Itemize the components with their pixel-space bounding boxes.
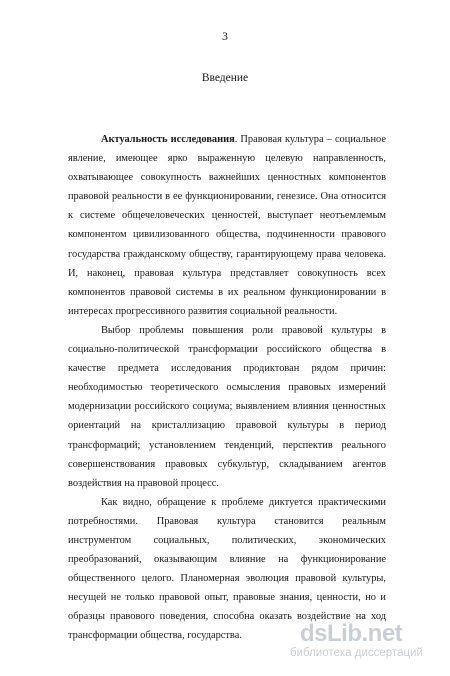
watermark <box>290 620 440 664</box>
watermark-caption: библиотека диссертаций <box>290 647 423 659</box>
paragraph-text: Выбор проблемы повышения роли правовой культуры в социально-политической трансформации российского общества в качестве предмета исследования продиктован рядом причин: необходимостью теоретического осмысления правовых измерений модернизации российского социума; выявлением влияния ценностных ориентаций на кристаллизацию правовой культуры в период трансформаций; установлением тенденций, перспектив реального совершенствования правовых субкультур, складыванием агентов воздействия на правовой процесс. <box>68 324 386 489</box>
paragraph-text: . Правовая культура – социальное явление, имеющее ярко выраженную целевую направленность, охватывающее совокупность важнейших ценностных компонентов правовой реальности в ее функционировании, генезисе. Она относится к системе общечеловеческих ценностей, выступает неотъемлемым компонентом цивилизованного общества, подчиненности правового государства гражданскому обществу, гарантирующему права человека. И, наконец, правовая культура представляет совокупность всех компонентов правовой системы в их реальном функционировании в интересах прогрессивного развития социальной реальности. <box>68 134 386 317</box>
body-text <box>68 130 386 646</box>
section-heading: Введение <box>201 72 249 84</box>
page-number: 3 <box>222 31 228 43</box>
paragraph-relevance <box>68 130 386 321</box>
paragraph-text: Как видно, обращение к проблеме диктуется практическими потребностями. Правовая культура становится реальным инструментом социальных, политических, экономических преобразований, оказывающим влияние на функционирование общественного целого. Планомерная эволюция правовой культуры, несущей не только правовой опыт, правовые знания, ценности, но и образцы правового поведения, способна оказать воздействие на ход трансформации общества, государства. <box>68 496 386 642</box>
paragraph-problem-choice <box>68 321 386 493</box>
watermark-logo: dsLib.net <box>300 620 403 647</box>
paragraph-lead: Актуальность исследования <box>101 134 235 145</box>
